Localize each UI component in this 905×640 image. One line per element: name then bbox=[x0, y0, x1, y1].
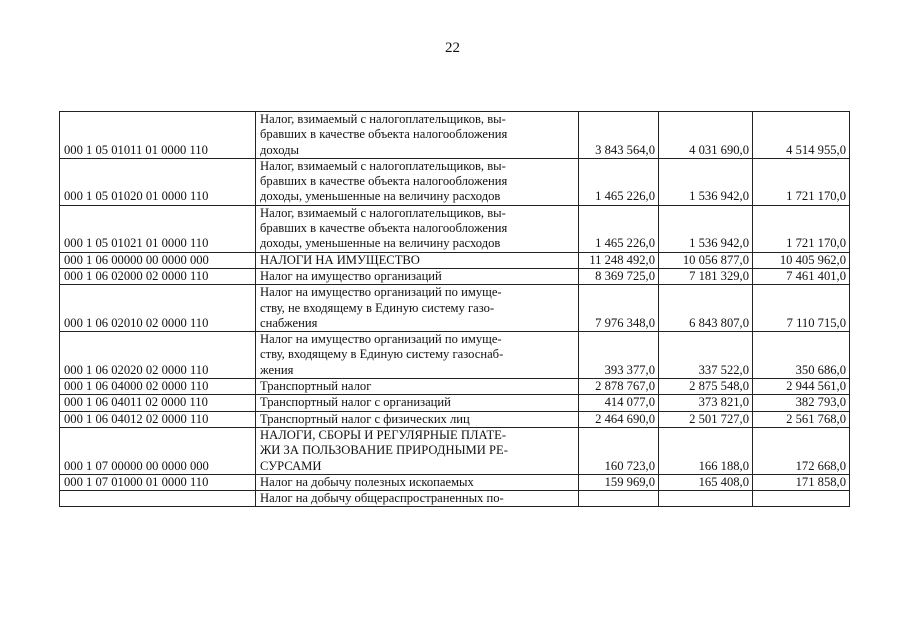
income-name-cell bbox=[256, 205, 579, 252]
income-name-cell bbox=[256, 474, 579, 490]
income-name-line: НАЛОГИ НА ИМУЩЕСТВО bbox=[260, 252, 420, 267]
budget-code-cell: 000 1 06 04000 02 0000 110 bbox=[60, 379, 256, 395]
table-row bbox=[60, 205, 850, 252]
budget-code-cell: 000 1 05 01021 01 0000 110 bbox=[60, 205, 256, 252]
amount-year-1-cell: 160 723,0 bbox=[579, 427, 659, 474]
income-name-line: ству, не входящему в Единую систему газо- bbox=[260, 300, 495, 315]
budget-code-cell: 000 1 06 04012 02 0000 110 bbox=[60, 411, 256, 427]
amount-year-2-cell bbox=[659, 491, 753, 507]
amount-year-1-cell: 1 465 226,0 bbox=[579, 158, 659, 205]
amount-year-3-cell: 7 110 715,0 bbox=[753, 285, 850, 332]
table-row bbox=[60, 268, 850, 284]
amount-year-2-cell: 4 031 690,0 bbox=[659, 112, 753, 159]
amount-year-1-cell bbox=[579, 491, 659, 507]
income-name-line: Транспортный налог с физических лиц bbox=[260, 411, 470, 426]
amount-year-3-cell: 1 721 170,0 bbox=[753, 158, 850, 205]
income-name-line: Транспортный налог bbox=[260, 379, 372, 394]
amount-year-2-cell: 166 188,0 bbox=[659, 427, 753, 474]
income-name-line: Налог, взимаемый с налогоплательщиков, вы- bbox=[260, 112, 506, 126]
income-name-line: доходы, уменьшенные на величину расходов bbox=[260, 189, 501, 204]
table-row bbox=[60, 112, 850, 159]
income-name-cell bbox=[256, 158, 579, 205]
amount-year-2-cell: 1 536 942,0 bbox=[659, 158, 753, 205]
amount-year-3-cell: 350 686,0 bbox=[753, 332, 850, 379]
amount-year-2-cell: 7 181 329,0 bbox=[659, 268, 753, 284]
income-name-line: доходы bbox=[260, 142, 300, 157]
income-name-cell bbox=[256, 427, 579, 474]
page-number: 22 bbox=[445, 40, 460, 56]
amount-year-3-cell: 171 858,0 bbox=[753, 474, 850, 490]
budget-code-cell bbox=[60, 491, 256, 507]
amount-year-3-cell: 1 721 170,0 bbox=[753, 205, 850, 252]
amount-year-2-cell: 373 821,0 bbox=[659, 395, 753, 411]
income-name-cell bbox=[256, 112, 579, 159]
table-row bbox=[60, 411, 850, 427]
budget-code-cell: 000 1 05 01020 01 0000 110 bbox=[60, 158, 256, 205]
amount-year-2-cell: 337 522,0 bbox=[659, 332, 753, 379]
income-name-line: доходы, уменьшенные на величину расходов bbox=[260, 236, 501, 251]
income-name-cell bbox=[256, 395, 579, 411]
income-name-line: бравших в качестве объекта налогообложения bbox=[260, 221, 508, 236]
income-name-line: Налог на добычу полезных ископаемых bbox=[260, 474, 474, 489]
income-name-cell bbox=[256, 411, 579, 427]
amount-year-3-cell: 172 668,0 bbox=[753, 427, 850, 474]
revenue-table bbox=[59, 111, 850, 507]
income-name-line: бравших в качестве объекта налогообложения bbox=[260, 174, 508, 189]
income-name-cell bbox=[256, 332, 579, 379]
amount-year-2-cell: 10 056 877,0 bbox=[659, 252, 753, 268]
income-name-cell bbox=[256, 252, 579, 268]
table-row bbox=[60, 379, 850, 395]
amount-year-1-cell: 1 465 226,0 bbox=[579, 205, 659, 252]
amount-year-1-cell: 7 976 348,0 bbox=[579, 285, 659, 332]
amount-year-3-cell: 2 561 768,0 bbox=[753, 411, 850, 427]
amount-year-2-cell: 1 536 942,0 bbox=[659, 205, 753, 252]
amount-year-1-cell: 8 369 725,0 bbox=[579, 268, 659, 284]
table-row bbox=[60, 427, 850, 474]
budget-code-cell: 000 1 07 01000 01 0000 110 bbox=[60, 474, 256, 490]
income-name-line: СУРСАМИ bbox=[260, 458, 322, 473]
income-name-cell bbox=[256, 379, 579, 395]
table-row bbox=[60, 491, 850, 507]
income-name-cell bbox=[256, 491, 579, 507]
income-name-cell bbox=[256, 268, 579, 284]
income-name-cell bbox=[256, 285, 579, 332]
budget-code-cell: 000 1 06 02020 02 0000 110 bbox=[60, 332, 256, 379]
amount-year-1-cell: 3 843 564,0 bbox=[579, 112, 659, 159]
budget-code-cell: 000 1 06 00000 00 0000 000 bbox=[60, 252, 256, 268]
amount-year-1-cell: 393 377,0 bbox=[579, 332, 659, 379]
income-name-line: Налог на добычу общераспространенных по- bbox=[260, 491, 504, 506]
amount-year-1-cell: 11 248 492,0 bbox=[579, 252, 659, 268]
amount-year-2-cell: 6 843 807,0 bbox=[659, 285, 753, 332]
amount-year-3-cell: 4 514 955,0 bbox=[753, 112, 850, 159]
budget-code-cell: 000 1 07 00000 00 0000 000 bbox=[60, 427, 256, 474]
amount-year-3-cell: 382 793,0 bbox=[753, 395, 850, 411]
income-name-line: НАЛОГИ, СБОРЫ И РЕГУЛЯРНЫЕ ПЛАТЕ- bbox=[260, 427, 507, 442]
income-name-line: ству, входящему в Единую систему газоснаб- bbox=[260, 347, 504, 362]
amount-year-2-cell: 2 875 548,0 bbox=[659, 379, 753, 395]
budget-code-cell: 000 1 06 02010 02 0000 110 bbox=[60, 285, 256, 332]
amount-year-3-cell: 10 405 962,0 bbox=[753, 252, 850, 268]
amount-year-2-cell: 2 501 727,0 bbox=[659, 411, 753, 427]
amount-year-1-cell: 414 077,0 bbox=[579, 395, 659, 411]
table-row bbox=[60, 252, 850, 268]
income-name-line: ЖИ ЗА ПОЛЬЗОВАНИЕ ПРИРОДНЫМИ РЕ- bbox=[260, 443, 508, 458]
budget-code-cell: 000 1 06 02000 02 0000 110 bbox=[60, 268, 256, 284]
income-name-line: Транспортный налог с организаций bbox=[260, 395, 451, 410]
budget-code-cell: 000 1 06 04011 02 0000 110 bbox=[60, 395, 256, 411]
income-name-line: Налог на имущество организаций по имуще- bbox=[260, 332, 502, 347]
amount-year-1-cell: 159 969,0 bbox=[579, 474, 659, 490]
amount-year-1-cell: 2 878 767,0 bbox=[579, 379, 659, 395]
income-name-line: Налог на имущество организаций bbox=[260, 268, 442, 283]
table-row bbox=[60, 474, 850, 490]
income-name-line: Налог, взимаемый с налогоплательщиков, вы- bbox=[260, 205, 506, 220]
amount-year-1-cell: 2 464 690,0 bbox=[579, 411, 659, 427]
income-name-line: жения bbox=[260, 362, 294, 377]
income-name-line: Налог на имущество организаций по имуще- bbox=[260, 285, 502, 300]
table-row bbox=[60, 332, 850, 379]
table-row bbox=[60, 395, 850, 411]
amount-year-3-cell: 7 461 401,0 bbox=[753, 268, 850, 284]
income-name-line: бравших в качестве объекта налогообложения bbox=[260, 127, 508, 142]
amount-year-3-cell: 2 944 561,0 bbox=[753, 379, 850, 395]
income-name-line: снабжения bbox=[260, 315, 318, 330]
budget-code-cell: 000 1 05 01011 01 0000 110 bbox=[60, 112, 256, 159]
income-name-line: Налог, взимаемый с налогоплательщиков, вы- bbox=[260, 158, 506, 173]
amount-year-2-cell: 165 408,0 bbox=[659, 474, 753, 490]
table-row bbox=[60, 285, 850, 332]
revenue-table-body bbox=[60, 112, 850, 507]
amount-year-3-cell bbox=[753, 491, 850, 507]
table-row bbox=[60, 158, 850, 205]
